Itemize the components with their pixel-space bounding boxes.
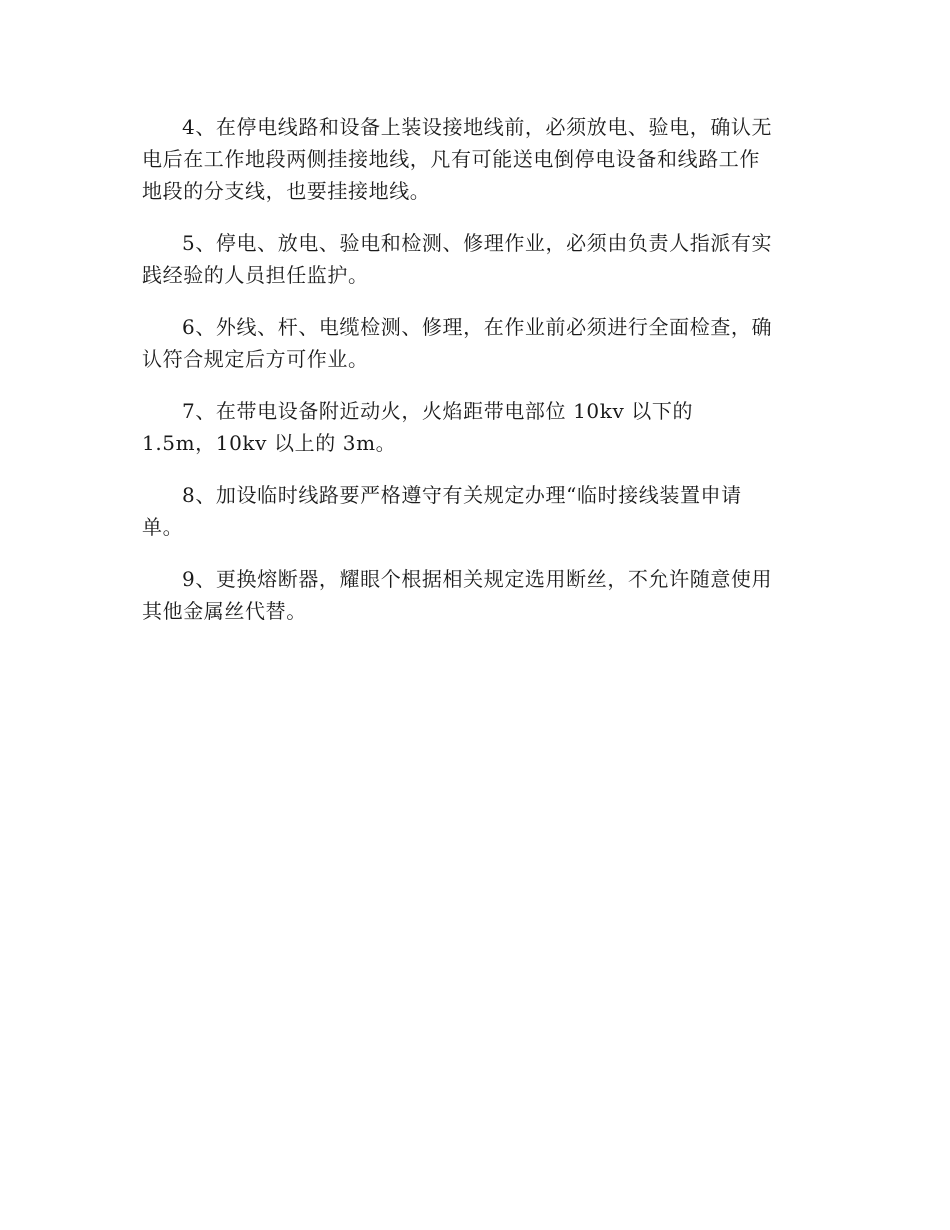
paragraph-line: 7、在带电设备附近动火，火焰距带电部位 10kv 以下的 [182,399,694,423]
paragraph-4 [142,111,807,207]
paragraph-line: 其他金属丝代替。 [142,599,307,623]
paragraph-line: 1.5m，10kv 以上的 3m。 [142,431,397,455]
paragraph-line: 电后在工作地段两侧挂接地线，凡有可能送电倒停电设备和线路工作 [142,147,760,171]
paragraph-8 [142,479,807,543]
paragraph-5 [142,227,807,291]
paragraph-6 [142,311,807,375]
paragraph-7 [142,395,807,459]
document-body [142,111,807,627]
paragraph-9 [142,563,807,627]
paragraph-line: 认符合规定后方可作业。 [142,347,369,371]
paragraph-line: 践经验的人员担任监护。 [142,263,369,287]
paragraph-line: 5、停电、放电、验电和检测、修理作业，必须由负责人指派有实 [182,231,773,255]
paragraph-line: 9、更换熔断器，耀眼个根据相关规定选用断丝，不允许随意使用 [182,567,773,591]
paragraph-line: 6、外线、杆、电缆检测、修理，在作业前必须进行全面检查，确 [182,315,773,339]
paragraph-line: 单。 [142,515,184,539]
paragraph-line: 地段的分支线，也要挂接地线。 [142,179,431,203]
paragraph-line: 8、加设临时线路要严格遵守有关规定办理“临时接线装置申请 [182,483,742,507]
paragraph-line: 4、在停电线路和设备上装设接地线前，必须放电、验电，确认无 [182,115,773,139]
